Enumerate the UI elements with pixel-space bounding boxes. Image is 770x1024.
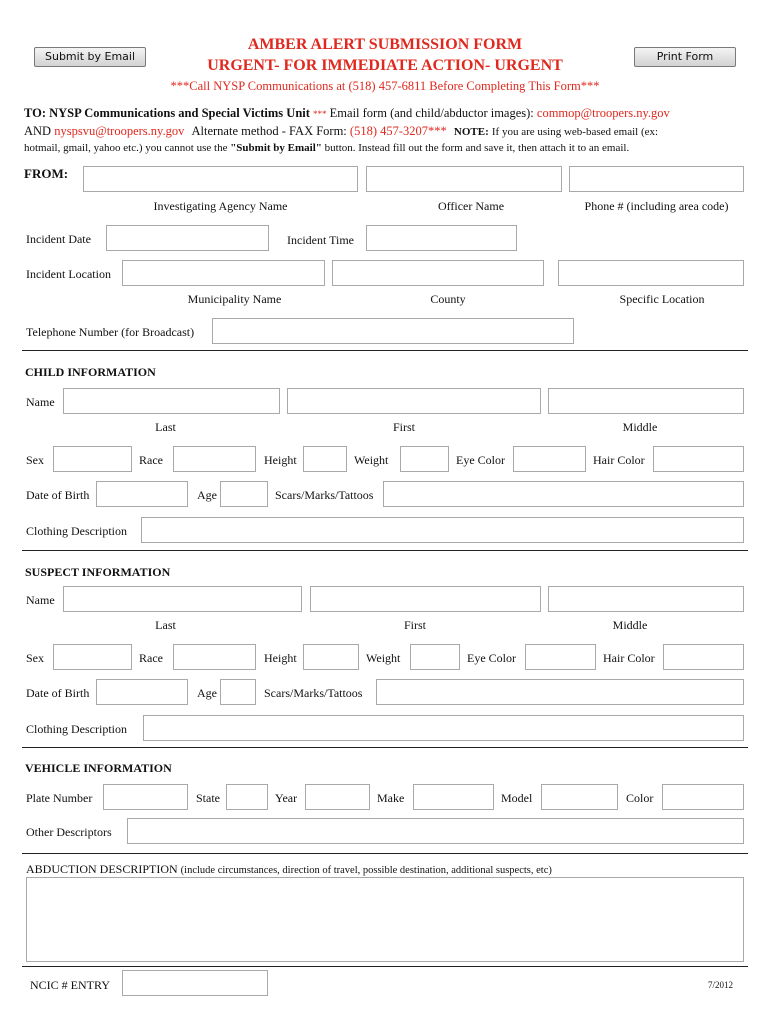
child-dob-field[interactable] (96, 481, 188, 507)
phone-label: Phone # (including area code) (584, 199, 729, 213)
from-label: FROM: (24, 166, 69, 181)
note-text: If you are using web-based email (ex: (491, 126, 659, 138)
child-weight-label: Weight (354, 453, 389, 467)
divider (22, 550, 748, 551)
model-field[interactable] (541, 784, 618, 810)
to-stars: *** (313, 109, 327, 119)
state-field[interactable] (226, 784, 268, 810)
make-label: Make (377, 791, 405, 805)
county-label: County (430, 292, 466, 306)
agency-name-label: Investigating Agency Name (153, 199, 288, 213)
abduction-hint: (include circumstances, direction of travel, possible destination, additional suspects, etc) (180, 865, 552, 876)
suspect-sex-field[interactable] (53, 644, 132, 670)
other-descriptors-label: Other Descriptors (26, 825, 112, 839)
call-instruction: ***Call NYSP Communications at (518) 457-6811 Before Completing This Form*** (170, 79, 600, 93)
color-field[interactable] (662, 784, 744, 810)
suspect-dob-label: Date of Birth (26, 686, 90, 700)
other-descriptors-field[interactable] (127, 818, 744, 844)
telephone-broadcast-label: Telephone Number (for Broadcast) (26, 325, 195, 339)
to-label: TO: NYSP Communications and Special Victims Unit (24, 106, 310, 120)
suspect-scars-field[interactable] (376, 679, 744, 705)
vehicle-section-title: VEHICLE INFORMATION (25, 761, 172, 775)
child-name-label: Name (26, 395, 55, 409)
agency-name-field[interactable] (83, 166, 358, 192)
suspect-weight-label: Weight (366, 651, 401, 665)
child-last-name-field[interactable] (63, 388, 280, 414)
incident-date-field[interactable] (106, 225, 269, 251)
suspect-clothing-label: Clothing Description (26, 722, 127, 736)
child-race-label: Race (139, 453, 163, 467)
specific-location-field[interactable] (558, 260, 744, 286)
note-line (24, 142, 629, 154)
suspect-middle-name-field[interactable] (548, 586, 744, 612)
divider (22, 350, 748, 351)
child-eye-color-label: Eye Color (456, 453, 505, 467)
phone-field[interactable] (569, 166, 744, 192)
abduction-label: ABDUCTION DESCRIPTION (26, 862, 178, 876)
submit-by-email-button[interactable]: Submit by Email (34, 47, 146, 67)
suspect-clothing-field[interactable] (143, 715, 744, 741)
child-dob-label: Date of Birth (26, 488, 90, 502)
suspect-middle-label: Middle (612, 618, 648, 632)
telephone-broadcast-field[interactable] (212, 318, 574, 344)
and-line (24, 124, 658, 139)
ncic-entry-label: NCIC # ENTRY (30, 978, 111, 992)
suspect-eye-color-field[interactable] (525, 644, 596, 670)
suspect-first-label: First (403, 618, 426, 632)
note-line-b: button. Instead fill out the form and save it, then attach it to an email. (324, 142, 630, 154)
ncic-entry-field[interactable] (122, 970, 268, 996)
incident-location-label: Incident Location (26, 267, 111, 281)
county-field[interactable] (332, 260, 544, 286)
child-sex-label: Sex (26, 453, 44, 467)
suspect-race-field[interactable] (173, 644, 256, 670)
suspect-last-name-field[interactable] (63, 586, 302, 612)
urgent-subtitle: URGENT- FOR IMMEDIATE ACTION- URGENT (207, 57, 563, 74)
child-race-field[interactable] (173, 446, 256, 472)
specific-location-label: Specific Location (619, 292, 705, 306)
child-middle-name-field[interactable] (548, 388, 744, 414)
incident-time-label: Incident Time (287, 233, 355, 247)
year-field[interactable] (305, 784, 370, 810)
suspect-scars-label: Scars/Marks/Tattoos (264, 686, 363, 700)
incident-date-label: Incident Date (26, 232, 91, 246)
model-label: Model (501, 791, 533, 805)
child-height-field[interactable] (303, 446, 347, 472)
email-link-svu[interactable]: nyspsvu@troopers.ny.gov (54, 124, 185, 138)
suspect-height-label: Height (264, 651, 297, 665)
child-sex-field[interactable] (53, 446, 132, 472)
and-text: AND (24, 124, 52, 138)
form-title: AMBER ALERT SUBMISSION FORM (247, 36, 523, 53)
divider (22, 966, 748, 967)
child-clothing-field[interactable] (141, 517, 744, 543)
child-last-label: Last (155, 420, 176, 434)
state-label: State (196, 791, 220, 805)
divider (22, 853, 748, 854)
child-hair-color-field[interactable] (653, 446, 744, 472)
child-eye-color-field[interactable] (513, 446, 586, 472)
child-section-title: CHILD INFORMATION (25, 365, 156, 379)
suspect-age-label: Age (197, 686, 217, 700)
suspect-dob-field[interactable] (96, 679, 188, 705)
officer-name-field[interactable] (366, 166, 562, 192)
child-age-field[interactable] (220, 481, 268, 507)
suspect-first-name-field[interactable] (310, 586, 541, 612)
suspect-eye-color-label: Eye Color (467, 651, 516, 665)
fax-number: (518) 457-3207*** (349, 124, 447, 138)
note-line-a: hotmail, gmail, yahoo etc.) you cannot use the (24, 142, 228, 154)
officer-name-label: Officer Name (437, 199, 505, 213)
suspect-height-field[interactable] (303, 644, 359, 670)
child-scars-label: Scars/Marks/Tattoos (275, 488, 374, 502)
municipality-field[interactable] (122, 260, 325, 286)
plate-number-label: Plate Number (26, 791, 93, 805)
suspect-section-title: SUSPECT INFORMATION (25, 565, 171, 579)
form-version-date: 7/2012 (708, 980, 734, 990)
municipality-label: Municipality Name (187, 292, 282, 306)
to-line (24, 106, 670, 121)
plate-number-field[interactable] (103, 784, 188, 810)
color-label: Color (626, 791, 654, 805)
make-field[interactable] (413, 784, 494, 810)
suspect-age-field[interactable] (220, 679, 256, 705)
fax-text: Alternate method - FAX Form: (191, 124, 347, 138)
child-height-label: Height (264, 453, 297, 467)
suspect-hair-color-label: Hair Color (603, 651, 655, 665)
incident-time-field[interactable] (366, 225, 517, 251)
child-scars-field[interactable] (383, 481, 744, 507)
note-line-bold: "Submit by Email" (230, 142, 322, 154)
email-link-commop[interactable]: commop@troopers.ny.gov (536, 106, 670, 120)
divider (22, 747, 748, 748)
child-first-label: First (392, 420, 415, 434)
child-age-label: Age (197, 488, 217, 502)
child-middle-label: Middle (622, 420, 658, 434)
abduction-heading (26, 862, 552, 877)
suspect-race-label: Race (139, 651, 163, 665)
email-text: Email form (and child/abductor images): (329, 106, 534, 120)
abduction-description-field[interactable] (26, 877, 744, 962)
suspect-hair-color-field[interactable] (663, 644, 744, 670)
child-weight-field[interactable] (400, 446, 449, 472)
year-label: Year (275, 791, 298, 805)
suspect-sex-label: Sex (26, 651, 44, 665)
child-hair-color-label: Hair Color (593, 453, 645, 467)
child-clothing-label: Clothing Description (26, 524, 127, 538)
print-form-button[interactable]: Print Form (634, 47, 736, 67)
suspect-last-label: Last (155, 618, 176, 632)
child-first-name-field[interactable] (287, 388, 541, 414)
suspect-name-label: Name (26, 593, 55, 607)
note-label: NOTE: (453, 126, 489, 138)
suspect-weight-field[interactable] (410, 644, 460, 670)
